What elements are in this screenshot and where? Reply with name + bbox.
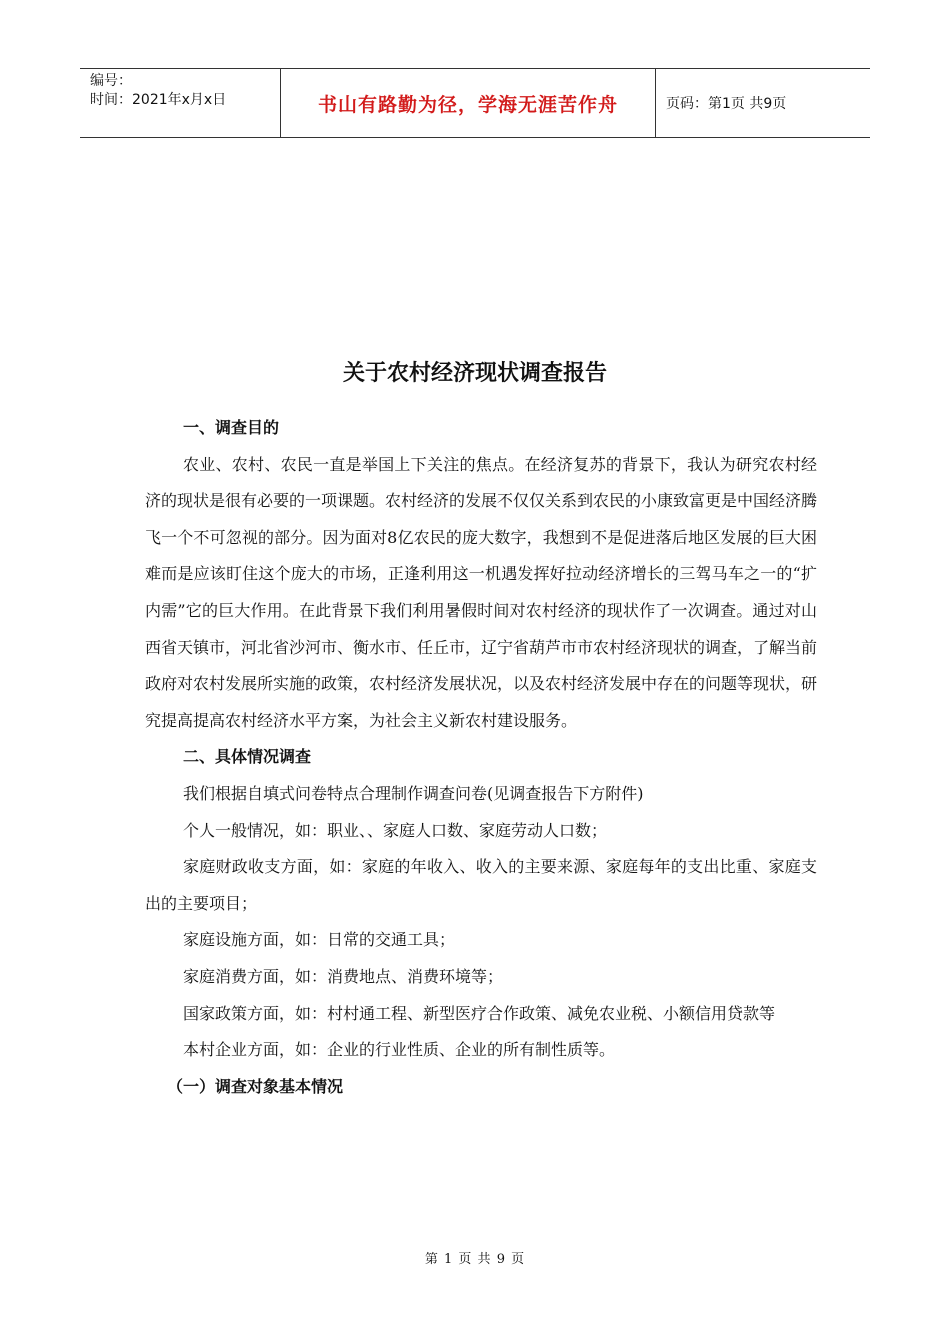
section2-line: 家庭设施方面，如：日常的交通工具；	[183, 930, 456, 950]
section1-heading: 一、调查目的	[183, 418, 280, 437]
section2-line: 国家政策方面，如：村村通工程、新型医疗合作政策、减免农业税、小额信用贷款等	[183, 1003, 776, 1023]
header-time-label: 时间：2021年x月x日	[90, 92, 227, 108]
header-page-cell	[656, 69, 870, 137]
section2-line: 我们根据自填式问卷特点合理制作调查问卷(见调查报告下方附件)	[183, 783, 644, 803]
header-page-info: 页码：第1页 共9页	[666, 96, 787, 112]
header-motto: 书山有路勤为径，学海无涯苦作舟	[317, 93, 618, 116]
header-number-label: 编号：	[90, 73, 132, 89]
header-motto-cell	[280, 69, 656, 137]
section2-line: 本村企业方面，如：企业的行业性质、企业的所有制性质等。	[183, 1040, 616, 1060]
header-left-cell	[80, 69, 280, 137]
section2-heading: 二、具体情况调查	[183, 747, 312, 767]
document-body	[145, 410, 817, 1105]
section2-line: 个人一般情况，如：职业、、家庭人口数、家庭劳动人口数；	[183, 820, 608, 840]
page-footer: 第 1 页 共 9 页	[424, 1252, 526, 1267]
section1-paragraph: 农业、农村、农民一直是举国上下关注的焦点。在经济复苏的背景下，我认为研究农村经济的现状是很有必要的一项课题。农村经济的发展不仅仅关系到农民的小康致富更是中国经济腾飞一个不可忽视的部分。因为面对8亿农民的庞大数字，我想到不是促进落后地区发展的巨大困难而是应该盯住这个庞大的市场，正逢利用这一机遇发挥好拉动经济增长的三驾马车之一的“扩内需”它的巨大作用。在此背景下我们利用暑假时间对农村经济的现状作了一次调查。通过对山西省天镇市，河北省沙河市、衡水市、任丘市，辽宁省葫芦市市农村经济现状的调查，了解当前政府对农村发展所实施的政策，农村经济发展状况，以及农村经济发展中存在的问题等现状，研究提高提高农村经济水平方案，为社会主义新农村建设服务。	[145, 454, 818, 730]
section2-line: 家庭消费方面，如：消费地点、消费环境等；	[183, 966, 504, 986]
section2-line: 家庭财政收支方面，如：家庭的年收入、收入的主要来源、家庭每年的支出比重、家庭支出的主要项目；	[145, 857, 817, 913]
header-table	[80, 68, 870, 138]
document-title: 关于农村经济现状调查报告	[342, 361, 607, 386]
subsection-heading: （一）调查对象基本情况	[167, 1076, 344, 1096]
